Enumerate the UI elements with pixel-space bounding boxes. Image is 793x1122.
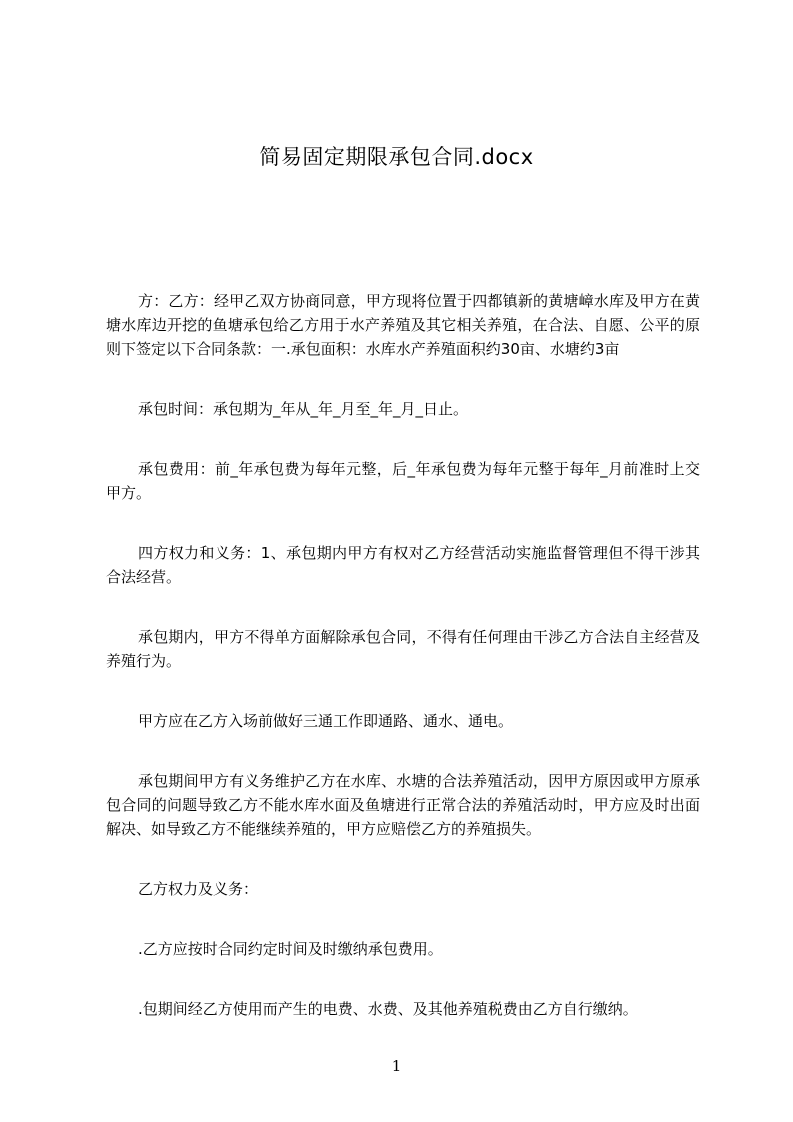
- paragraph-rights: 四方权力和义务：1、承包期内甲方有权对乙方经营活动实施监督管理但不得干涉其合法经营。: [106, 544, 700, 586]
- paragraph-party-b-heading: 乙方权力及义务：: [138, 880, 259, 898]
- paragraph-fee: 承包费用：前_年承包费为每年元整，后_年承包费为每年元整于每年_月前准时上交甲方。: [106, 460, 700, 502]
- paragraph-expenses: .包期间经乙方使用而产生的电费、水费、及其他养殖税费由乙方自行缴纳。: [138, 1000, 638, 1018]
- document-body: [106, 289, 700, 1021]
- paragraph-payment: .乙方应按时合同约定时间及时缴纳承包费用。: [138, 940, 443, 958]
- paragraph-utilities: 甲方应在乙方入场前做好三通工作即通路、通水、通电。: [138, 712, 514, 730]
- paragraph-no-termination: 承包期内，甲方不得单方面解除承包合同，不得有任何理由干涉乙方合法自主经营及养殖行为。: [106, 628, 700, 670]
- paragraph-intro: 方：乙方：经甲乙双方协商同意，甲方现将位置于四都镇新的黄塘嶂水库及甲方在黄塘水库边开挖的鱼塘承包给乙方用于水产养殖及其它相关养殖，在合法、自愿、公平的原则下签定以下合同条款：一.承包面积：水库水产养殖面积约30亩、水塘约3亩: [106, 292, 700, 358]
- page-number: 1: [391, 1057, 402, 1075]
- document-title: 简易固定期限承包合同.docx: [259, 145, 534, 169]
- paragraph-obligations: 承包期间甲方有义务维护乙方在水库、水塘的合法养殖活动，因甲方原因或甲方原承包合同的问题导致乙方不能水库水面及鱼塘进行正常合法的养殖活动时，甲方应及时出面解决、如导致乙方不能继续养殖的，甲方应赔偿乙方的养殖损失。: [106, 772, 700, 838]
- paragraph-term: 承包时间：承包期为_年从_年_月至_年_月_日止。: [138, 400, 469, 418]
